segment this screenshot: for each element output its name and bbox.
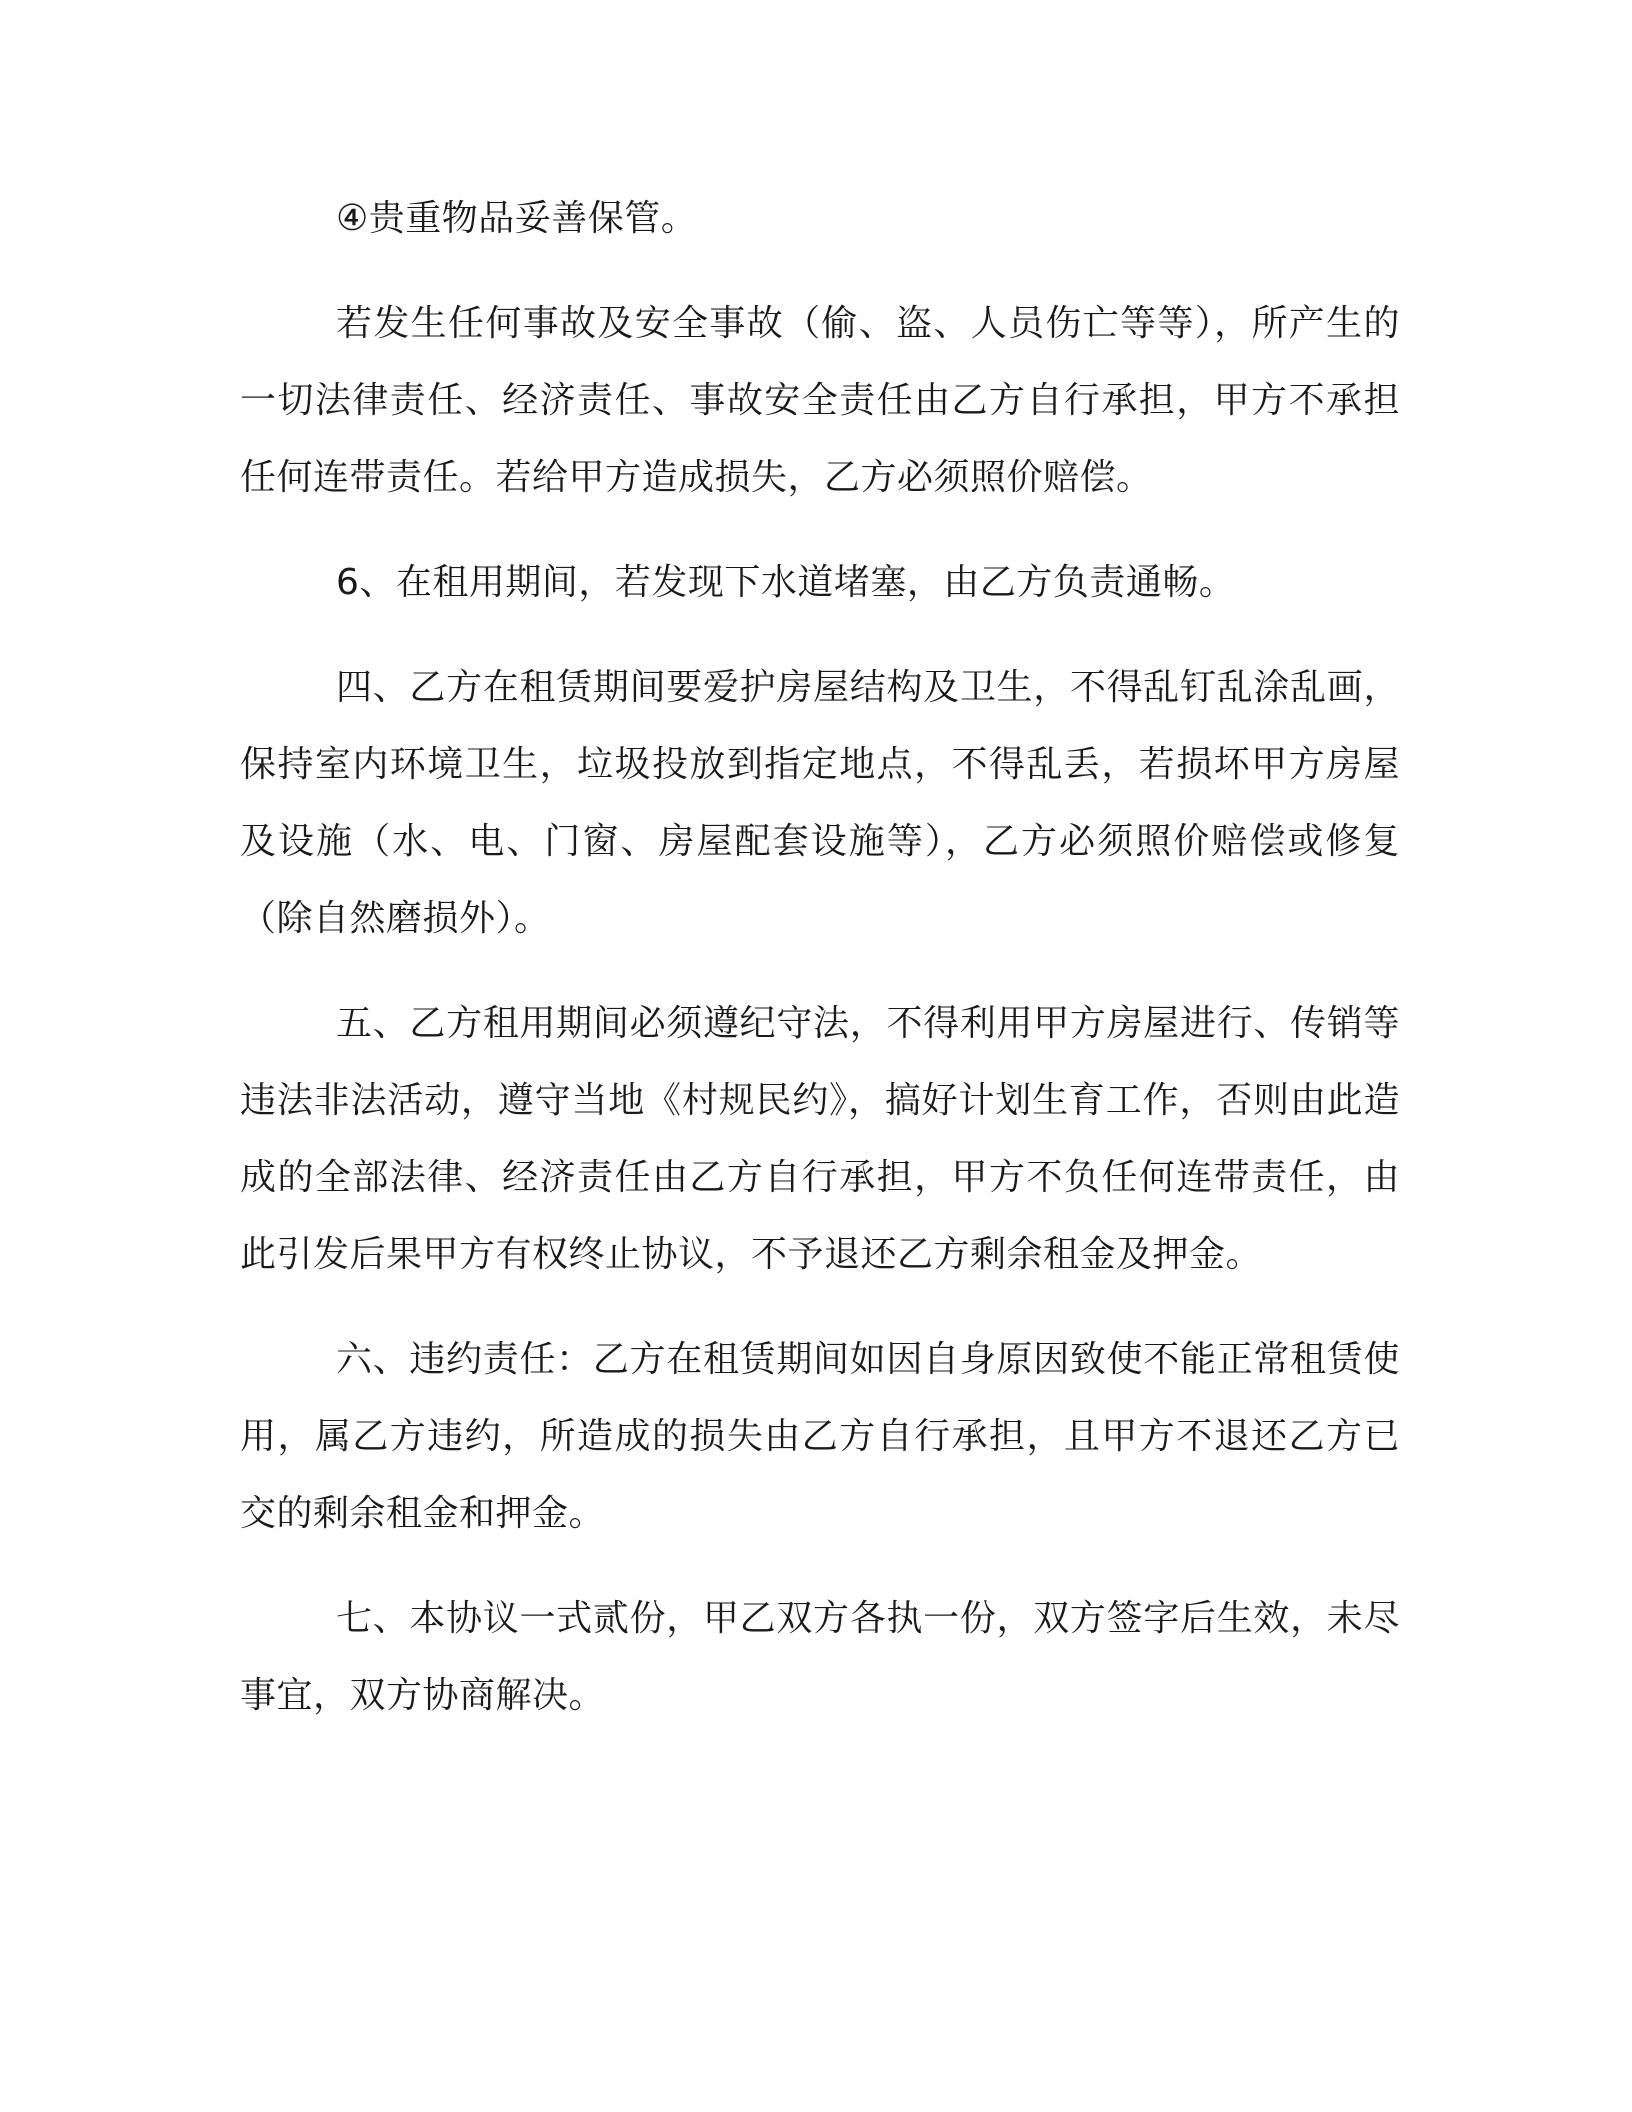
- paragraph-valuables: ④贵重物品妥善保管。: [336, 198, 698, 239]
- paragraph-accident-liability: 若发生任何事故及安全事故（偷、盗、人员伤亡等等），所产生的一切法律责任、经济责任、事故安全责任由乙方自行承担，甲方不承担任何连带责任。若给甲方造成损失，乙方必须照价赔偿。: [240, 303, 1400, 498]
- clause-five-legal: 五、乙方租用期间必须遵纪守法，不得利用甲方房屋进行、传销等违法非法活动，遵守当地《村规民约》，搞好计划生育工作，否则由此造成的全部法律、经济责任由乙方自行承担，甲方不负任何连带责任，由此引发后果甲方有权终止协议，不予退还乙方剩余租金及押金。: [240, 1003, 1400, 1275]
- document-body: [240, 180, 1400, 1762]
- paragraph-sewer: 6、在租用期间，若发现下水道堵塞，由乙方负责通畅。: [336, 562, 1236, 603]
- clause-seven-copies: 七、本协议一式贰份，甲乙双方各执一份，双方签字后生效，未尽事宜，双方协商解决。: [240, 1598, 1400, 1716]
- clause-six-breach: 六、违约责任：乙方在租赁期间如因自身原因致使不能正常租赁使用，属乙方违约，所造成的损失由乙方自行承担，且甲方不退还乙方已交的剩余租金和押金。: [240, 1339, 1400, 1534]
- clause-four-maintenance: 四、乙方在租赁期间要爱护房屋结构及卫生，不得乱钉乱涂乱画，保持室内环境卫生，垃圾投放到指定地点，不得乱丢，若损坏甲方房屋及设施（水、电、门窗、房屋配套设施等），乙方必须照价赔偿或修复（除自然磨损外）。: [240, 667, 1400, 939]
